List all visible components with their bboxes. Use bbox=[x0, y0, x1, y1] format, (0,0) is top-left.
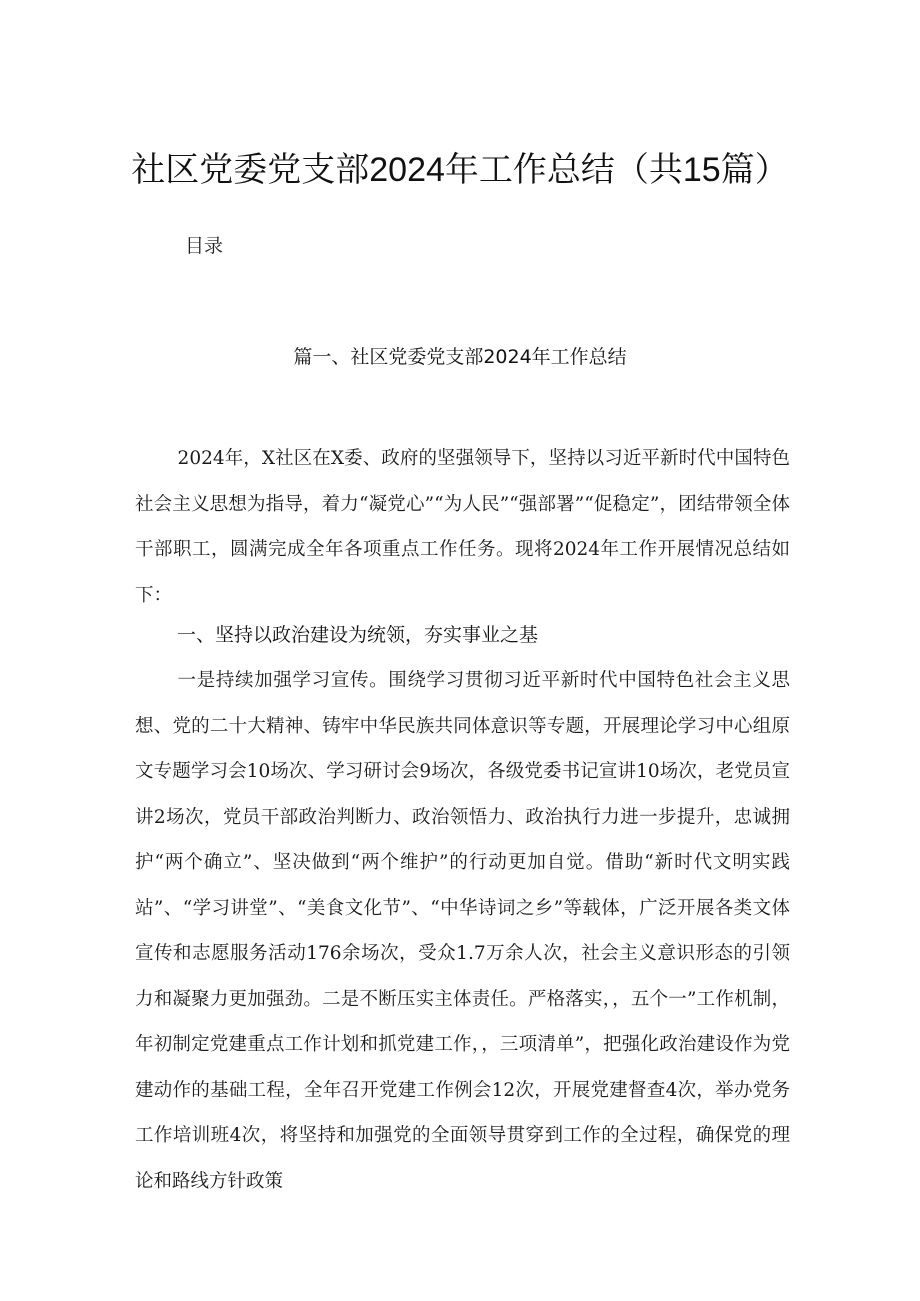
table-of-contents-label: 目录 bbox=[185, 235, 224, 257]
document-title: 社区党委党支部2024年工作总结（共15篇） bbox=[131, 151, 789, 189]
intro-paragraph: 2024年，X社区在X委、政府的坚强领导下，坚持以习近平新时代中国特色社会主义思想为指导，着力“凝党心”“为人民”“强部署”“促稳定”，团结带领全体干部职工，圆满完成全年各项重点工作任务。现将2024年工作开展情况总结如下： bbox=[135, 448, 790, 606]
section-title: 篇一、社区党委党支部2024年工作总结 bbox=[293, 346, 627, 368]
heading-one: 一、坚持以政治建设为统领，夯实事业之基 bbox=[177, 624, 539, 646]
paragraph-one: 一是持续加强学习宣传。围绕学习贯彻习近平新时代中国特色社会主义思想、党的二十大精神、铸牢中华民族共同体意识等专题，开展理论学习中心组原文专题学习会10场次、学习研讨会9场次，各级党委书记宣讲10场次，老党员宣讲2场次，党员干部政治判断力、政治领悟力、政治执行力进一步提升，忠诚拥护“两个确立”、坚决做到“两个维护”的行动更加自觉。借助“新时代文明实践站”、“学习讲堂”、“美食文化节”、“中华诗词之乡”等载体，广泛开展各类文体宣传和志愿服务活动176余场次，受众1.7万余人次，社会主义意识形态的引领力和凝聚力更加强劲。二是不断压实主体责任。严格落实，，五个一”工作机制，年初制定党建重点工作计划和抓党建工作，，三项清单”，把强化政治建设作为党建动作的基础工程，全年召开党建工作例会12次，开展党建督查4次，举办党务工作培训班4次，将坚持和加强党的全面领导贯穿到工作的全过程，确保党的理论和路线方针政策 bbox=[135, 670, 790, 1192]
